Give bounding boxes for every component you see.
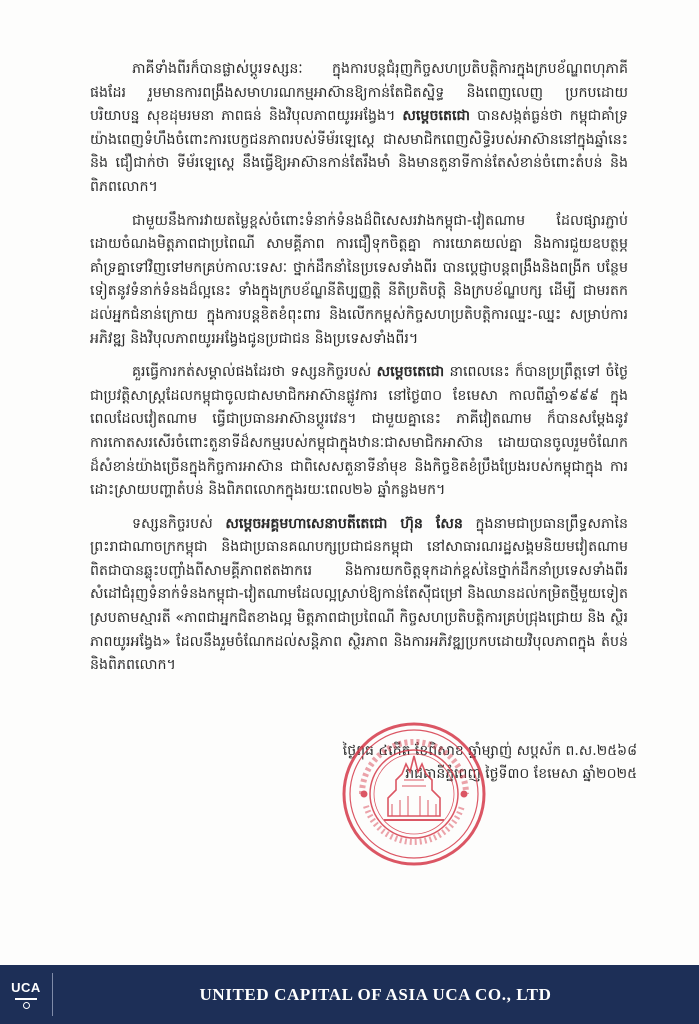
paragraph-4-text-a: ទស្សនកិច្ចរបស់ (132, 515, 226, 532)
logo-bar (15, 998, 37, 1000)
company-name: UNITED CAPITAL OF ASIA UCA CO., LTD (199, 984, 552, 1004)
paragraph-3-text-a: គួរធ្វើការកត់សម្គាល់ផងដែរថា ទស្សនកិច្ចរបស់ (132, 364, 377, 381)
paragraph-4-text-b: ក្នុងនាមជាប្រធានព្រឹទ្ធសភានៃ ព្រះរាជាណាចក្រកម្ពុជា និងជាប្រធានគណបក្សប្រជាជនកម្ពុជា នៅសាធារណរដ្ឋសង្គមនិយមវៀតណាម ពិតជាបានឆ្លុះបញ្ចាំងពីសាមគ្គីភាពឥតងាករេ និងការយកចិត្តទុកដាក់ខ្ពស់នៃថ្នាក់ដឹកនាំប្រទេសទាំងពីរ សំដៅជំរុញទំនាក់ទំនងកម្ពុជា-វៀតណាមដែលល្អស្រាប់ឱ្យកាន់តែស៊ីជម្រៅ និងឈានដល់កម្រិតថ្មីមួយទៀត ស្របតាមស្មារតី «ភាពជាអ្នកជិតខាងល្អ មិត្តភាពជាប្រពៃណី កិច្ចសហប្រតិបត្តិការគ្រប់ជ្រុងជ្រោយ និង ស្ថិរភាពយូរអង្វែង» ដែលនឹងរួមចំណែកដល់សន្តិភាព ស្ថិរភាព និងការអភិវឌ្ឍប្រកបដោយវិបុលភាពក្នុង តំបន់ និងពិភពលោក។ (90, 515, 628, 674)
paragraph-4 (90, 513, 628, 678)
paragraph-1 (90, 58, 628, 200)
paragraph-1-text-a: ភាគីទាំងពីរក៏បានផ្លាស់ប្តូរទស្សនៈ ក្នុងការបន្តជំរុញកិច្ចសហប្រតិបត្តិការក្នុងក្របខ័ណ្ឌពហុភាគី ផងដែរ រួមមានការពង្រឹងសមាហរណកម្មអាស៊ានឱ្យកាន់តែជិតស្និទ្ធ និងពេញលេញ ប្រកបដោយ បរិយាបន្ន សុខដុមរមនា ភាពធន់ និងវិបុលភាពយូរអង្វែង។ (90, 61, 628, 125)
official-seal-icon (340, 720, 488, 868)
logo-text: UCA (11, 980, 41, 995)
paragraph-3-text-b: នាពេលនេះ ក៏បានប្រព្រឹត្តទៅ ចំថ្ងៃជាប្រវត្តិសាស្ត្រដែលកម្ពុជាចូលជាសមាជិកអាស៊ានផ្លូវការ នៅថ្ងៃ៣០ ខែមេសា កាលពីឆ្នាំ១៩៩៩ ក្នុងពេលដែលវៀតណាម ធ្វើជាប្រធានអាស៊ានប្តូរវេន។ ជាមួយគ្នានេះ ភាគីវៀតណាម ក៏បានសម្តែងនូវ ការកោតសរសើរចំពោះតួនាទីដ៏សកម្មរបស់កម្ពុជាក្នុងឋានៈជាសមាជិកអាស៊ាន ដោយបានចូលរួមចំណែក ដ៏សំខាន់យ៉ាងច្រើនក្នុងកិច្ចការអាស៊ាន ជាពិសេសតួនាទីនាំមុខ និងកិច្ចខិតខំប្រឹងប្រែងរបស់កម្ពុជាក្នុង ការដោះស្រាយបញ្ហាតំបន់ និងពិភពលោកក្នុងរយៈពេល២៦ ឆ្នាំកន្លងមក។ (90, 364, 628, 499)
date-lunar: ថ្ងៃពុធ ៤កើត ខែពិសាខ ឆ្នាំម្សាញ់ សប្តស័ក ព.ស.២៥៦៨ (342, 743, 637, 759)
footer-bar (0, 965, 699, 1024)
document-body (90, 58, 628, 688)
company-logo (0, 965, 52, 1024)
paragraph-1-bold: សម្តេចតេជោ (402, 108, 470, 125)
paragraph-1-text-b: បានសង្កត់ធ្ងន់ថា កម្ពុជាគាំទ្រ យ៉ាងពេញទំហឹងចំពោះការបេក្ខជនភាពរបស់ទីម័រឡេស្តេ ជាសមាជិកពេញសិទ្ធិរបស់អាស៊ាននៅក្នុងឆ្នាំនេះ និង ជឿជាក់ថា ទីម័រឡេស្តេ នឹងធ្វើឱ្យអាស៊ានកាន់តែរឹងមាំ និងមានតួនាទីកាន់តែសំខាន់ចំពោះតំបន់ និង ពិភពលោក។ (90, 108, 628, 195)
paragraph-3 (90, 361, 628, 503)
date-solar: រាជធានីភ្នំពេញ ថ្ងៃទី៣០ ខែមេសា ឆ្នាំ២០២៥ (405, 766, 637, 782)
paragraph-4-bold: សម្តេចអគ្គមហាសេនាបតីតេជោ ហ៊ុន សែន (225, 515, 463, 532)
logo-dot-icon (23, 1002, 30, 1009)
paragraph-2-text: ជាមួយនឹងការវាយតម្លៃខ្ពស់ចំពោះទំនាក់ទំនងដ៏ពិសេសរវាងកម្ពុជា-វៀតណាម ដែលផ្សារភ្ជាប់ ដោយចំណងមិត្តភាពជាប្រពៃណី សាមគ្គីភាព ការជឿទុកចិត្តគ្នា ការយោគយល់គ្នា និងការជួយឧបត្ថម្ភ គាំទ្រគ្នាទៅវិញទៅមកគ្រប់កាលៈទេសៈ ថ្នាក់ដឹកនាំនៃប្រទេសទាំងពីរ បានប្តេជ្ញាបន្តពង្រឹងនិងពង្រីក បន្ថែមទៀតនូវទំនាក់ទំនងដ៏ល្អនេះ ទាំងក្នុងក្របខ័ណ្ឌនីតិប្បញ្ញត្តិ នីតិប្រតិបត្តិ និងក្របខ័ណ្ឌបក្ស ដើម្បី ជាមរតកដល់អ្នកជំនាន់ក្រោយ ក្នុងការបន្តខិតខំពុះពារ និងលើកកម្ពស់កិច្ចសហប្រតិបត្តិការឈ្នះ-ឈ្នះ សម្រាប់ការអភិវឌ្ឍ និងវិបុលភាពយូរអង្វែងជូនប្រជាជន និងប្រទេសទាំងពីរ។ (90, 212, 628, 347)
paragraph-2 (90, 210, 628, 352)
paragraph-3-bold: សម្តេចតេជោ (376, 364, 445, 381)
